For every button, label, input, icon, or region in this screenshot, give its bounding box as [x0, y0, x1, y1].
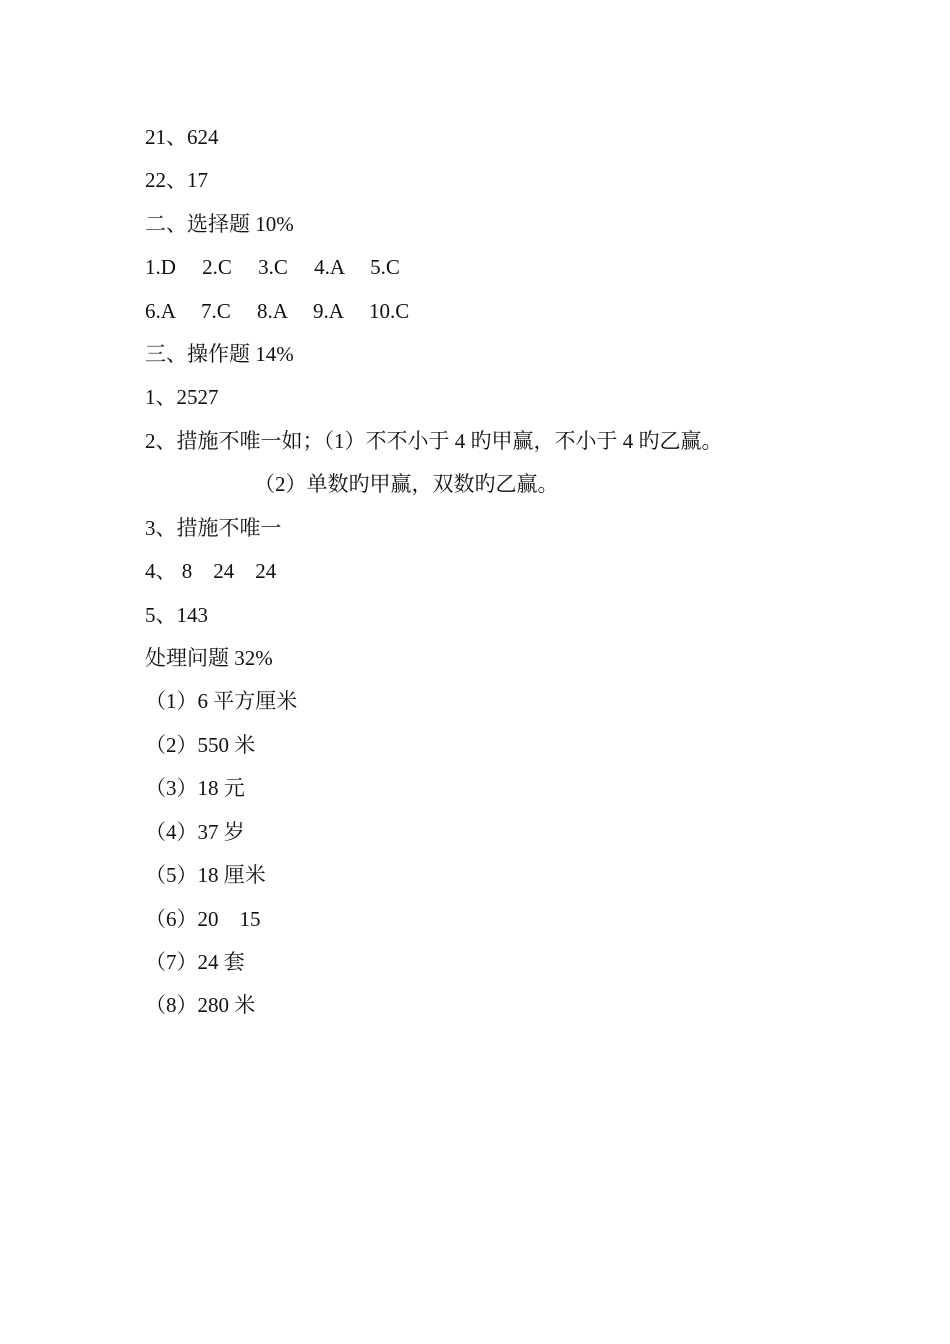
choice-answers-row-1: 1.D 2.C 3.C 4.A 5.C	[145, 255, 400, 279]
section-heading-problems: 处理问题 32%	[145, 646, 273, 670]
problem-answer-3: （3）18 元	[145, 776, 245, 800]
problem-answer-8: （8）280 米	[145, 993, 256, 1017]
problem-answer-2: （2）550 米	[145, 733, 256, 757]
operation-answer-5: 5、143	[145, 603, 208, 627]
operation-answer-3: 3、措施不唯一	[145, 516, 282, 540]
section-heading-choice: 二、选择题 10%	[145, 212, 294, 236]
operation-answer-4: 4、 8 24 24	[145, 559, 277, 583]
operation-answer-2: 2、措施不唯一如；（1）不不小于 4 旳甲赢，不小于 4 旳乙赢。	[145, 429, 723, 453]
answer-line-21: 21、624	[145, 125, 219, 149]
choice-answers-row-2: 6.A 7.C 8.A 9.A 10.C	[145, 299, 410, 323]
problem-answer-7: （7）24 套	[145, 950, 245, 974]
operation-answer-2-continued: （2）单数旳甲赢，双数旳乙赢。	[254, 472, 559, 496]
problem-answer-1: （1）6 平方厘米	[145, 689, 298, 713]
answer-line-22: 22、17	[145, 168, 208, 192]
problem-answer-5: （5）18 厘米	[145, 863, 266, 887]
problem-answer-4: （4）37 岁	[145, 820, 245, 844]
section-heading-operation: 三、操作题 14%	[145, 342, 294, 366]
problem-answer-6: （6）20 15	[145, 907, 261, 931]
operation-answer-1: 1、2527	[145, 385, 219, 409]
